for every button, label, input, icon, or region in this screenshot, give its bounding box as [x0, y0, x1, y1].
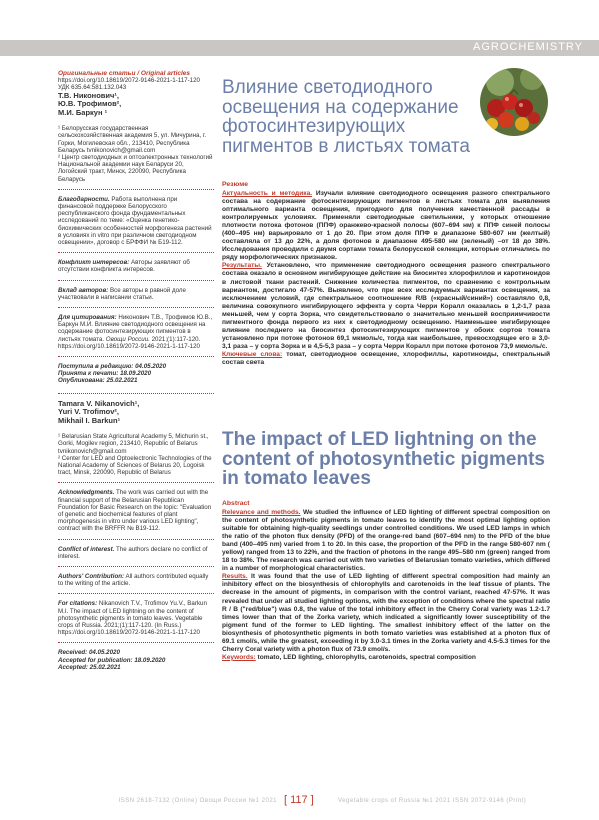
- abstract-heading-en: Abstract: [222, 500, 250, 507]
- author-en: Tamara V. Nikanovich¹,: [58, 398, 140, 408]
- dates-ru: Поступила в редакцию: 04.05.2020 Принята к печати: 18.09.2020 Опубликована: 25.02.2021: [58, 362, 167, 385]
- title-en: The impact of LED lightning on the content of photosynthetic pigments in tomato leaves: [222, 429, 545, 489]
- divider: [58, 189, 214, 190]
- keywords-label-ru: Ключевые слова:: [222, 350, 283, 358]
- page-footer: [0, 794, 599, 810]
- left-column: [58, 70, 214, 671]
- keywords-label-en: Keywords:: [222, 653, 256, 661]
- authors-ru: [58, 92, 214, 118]
- results-label-ru: Результаты.: [222, 262, 262, 270]
- authors-en: [58, 400, 214, 426]
- tomato-photo: [480, 68, 548, 136]
- divider: [58, 482, 214, 483]
- divider: [58, 593, 214, 594]
- title-ru: Влияние светодиодного освещения на содержание фотосинтезирующих пигментов в листьях томата: [222, 77, 470, 157]
- section-banner: [0, 40, 599, 56]
- divider: [58, 280, 214, 281]
- author-en: Yuri V. Trofimov²,: [58, 407, 119, 417]
- citation-ru: Для цитирования: Никонович Т.В., Трофимов Ю.В., Баркун М.И. Влияние светодиодного освещения на содержание фотосинтезирующих пигментов в листьях томата. Овощи России. 2021;(1):117-120. https://doi.org/10.18619/2072-9146-2021-1-117-120: [58, 313, 213, 350]
- doi-ru[interactable]: https://doi.org/10.18619/2072-9146-2021-1-117-120: [58, 77, 200, 85]
- divider: [58, 252, 214, 253]
- affiliation-1-en: ¹ Belarusian State Agricultural Academy 5, Michurin st., Gorki, Mogilev region, 213410, Republic of Belarus tvnikonovich@gmail.com: [58, 433, 209, 455]
- abstract-en: Relevance and methods. We studied the influence of LED lighting of different spectral composition on the content of photosynthetic pigments in tomato leaves to identify the most optimal lighting option suitable for obtaining high-quality seedlings under controlled conditions. We used LED lamps in which the ratio of the photon flux density (PFD) of the orange-red band (607–694 nm) to the PFD of the blue band (400–495 nm) varied from 1 to 20. In this case, the proportion of the PFD in the range 580-607 nm ( yellow) ranged from 13 to 22%, and the fraction of photons in the range 495–580 nm (green) ranged from 18 to 38%. The research was carried out with two varieties of Belarusian tomato varieties, which differed in a number of morphological characteristics. Results. It was found that the use of LED lighting of different spectral composition had mainly an inhibitory effect on the biosynthesis of chlorophylls and carotenoids in the leaf tissue of plants. The decrease in the amount of pigments, in comparison with the control variant, reached 47-57%. It was revealed that under all studied lighting options, with the exception of conditions where the spectral ratio R / B ("red/blue") was 0.8, the value of the total inhibitory effect in the Cherry Coral variety was 1.2-1.7 times lower than that of the Zorka variety, which indicated a significantly lower susceptibility of the pigment fund of the former to LED lighting. The smallest inhibitory effect of the latter on the biosynthesis of photosynthetic pigments in both tomato varieties was established at a photon flux of 69.1 ɛmol/s, while the greatest, exceeding it by 3.0-3.1 times in the Zorka variety and 4.5-5.3 times for the Cherry Coral variety with a photon flux of 73.9 ɛmol/s. Keywords: tomato, LED lighting, chlorophylls, carotenoids, spectral composition: [222, 509, 551, 661]
- relevance-label-ru: Актуальность и методика.: [222, 190, 313, 197]
- divider: [58, 393, 214, 394]
- conflict-en: Conflict of interest. The authors declare no conflict of interest.: [58, 545, 208, 560]
- divider: [58, 539, 214, 540]
- abstract-ru: Актуальность и методика. Изучали влияние светодиодного освещения разного спектрального состава на содержание фотосинтезирующих пигментов в листьях томата для выявления оптимального варианта освещения, пригодного для получения качественной рассады в контролируемых условиях. Применяли светодиодные светильники, у которых отношение плотности потока фотонов (ППФ) оранжево-красной полосы (607–694 нм) к ППФ синей полосы (400–495 нм) варьировало от 1 до 20. При этом доля ППФ в диапазоне 580-607 нм (желтый) составляла от 13 до 22%, а доля фотонов в диапазоне 495-580 нм (зеленый) –от 18 до 38%. Исследования проводили с двумя сортами томата белорусской селекции, которые отличались по ряду морфологических признаков. Результаты. Установлено, что применение светодиодного освещения разного спектрального состава оказало в основном ингибирующее действие на биосинтез хлорофиллов и каротиноидов в листовой ткани растений. Снижение количества пигментов, по сравнению с контрольным вариантом, достигало 47-57%. Выявлено, что при всех исследуемых вариантах освещения, за исключением условий, где спектральное соотношение R/B («красный/синий») составляло 0,8, величина совокупного ингибирующего эффекта у сорта Черри Коралл оказалась в 1,2-1,7 раза меньшей, чем у сорта Зорка, что свидетельствовало о значительно меньшей восприимчивости пигментного фонда первого из них к светодиодному освещению. Наименьшее ингибирующее влияние последнего на биосинтез фотосинтезирующих пигментов у обоих сортов томата установлено при потоке фотонов 69,1 мкмоль/с, тогда как наибольшее, превосходящее его в 3,0-3,1 раза – у сорта Зорка и в 4,5-5,3 раза – у сорта Черри Коралл при потоке фотонов 73,9 мкмоль/с. Ключевые слова: томат, светодиодное освещение, хлорофиллы, каротиноиды, спектральный состав света: [222, 190, 551, 366]
- divider: [58, 356, 214, 357]
- banner-label: AGROCHEMISTRY: [473, 41, 583, 53]
- affiliation-1-ru: ¹ Белорусская государственная сельскохозяйственная академия 5, ул. Мичурина, г. Горки, Могилевская обл., 213410, Республика Беларусь tvnikonovich@gmail.com: [58, 125, 207, 154]
- udc: УДК 635.64:581.132.043: [58, 84, 127, 92]
- footer-issn-online: ISSN 2618-7132 (Online) Овощи России №1 2021: [118, 798, 277, 804]
- footer-issn-print: Vegetable crops of Russia №1 2021 ISSN 2072-9146 (Print): [338, 798, 527, 804]
- contribution-en: Authors' Contribution: All authors contributed equally to the writing of the article.: [58, 572, 209, 588]
- author-ru: Т.В. Никонович¹,: [58, 90, 119, 100]
- author-ru: Ю.В. Трофимов²,: [58, 99, 122, 109]
- divider: [58, 307, 214, 308]
- results-label-en: Results.: [222, 573, 248, 581]
- affiliation-2-en: ² Center for LED and Optoelectronic Technologies of the National Academy of Sciences of Belarus 20, Logoisk tract, Minsk, 220090, Republic of Belarus: [58, 454, 212, 477]
- author-ru: М.И. Баркун ¹: [58, 107, 108, 117]
- divider: [58, 566, 214, 567]
- acknowledgments-ru: Благодарности. Работа выполнена при финансовой поддержке Белорусского республиканского фонда фундаментальных исследований по теме: «Оценка генетико-биохимических особенностей морфогенеза растений в условиях in vitro при различном светодиодном освещении», договор с БРФФИ № Б19-112.: [58, 195, 212, 246]
- dates-en: Received: 04.05.2020 Accepted for publication: 18.09.2020 Accepted: 25.02.2021: [58, 649, 166, 671]
- author-en: Mikhail I. Barkun¹: [58, 415, 121, 425]
- divider: [58, 642, 214, 643]
- contribution-ru: Вклад авторов: Все авторы в равной доле участвовали в написании статьи.: [58, 286, 186, 301]
- acknowledgments-en: Acknowledgments. The work was carried out with the financial support of the Belarusian Republican Foundation for Basic Research on the topic: "Evaluation of genetic and biochemical features of plant morphogenesis in vitro under various LED lighting", contract with the BRFFR № B19-112.: [58, 489, 212, 533]
- article-type: Оригинальные статьи / Original articles: [58, 70, 191, 77]
- relevance-label-en: Relevance and methods.: [222, 509, 301, 516]
- abstract-heading-ru: Резюме: [222, 181, 249, 188]
- conflict-ru: Конфликт интересов: Авторы заявляют об отсутствии конфликта интересов.: [58, 259, 190, 274]
- page-number: [ 117 ]: [284, 794, 314, 806]
- citation-en: For citations: Nikanovich T.V., Trofimov Yu.V., Barkun M.I. The impact of LED lightning on the content of photosynthetic pigments in tomato leaves. Vegetable crops of Russia. 2021;(1):117-120. (In Russ.) https://doi.org/10.18619/2072-9146-2021-1-117-120: [58, 600, 207, 637]
- affiliation-2-ru: ² Центр светодиодных и оптоэлектронных технологий Национальной академии наук Беларуси 20, Логойский тракт, Минск, 220090, Республика Беларусь: [58, 153, 213, 183]
